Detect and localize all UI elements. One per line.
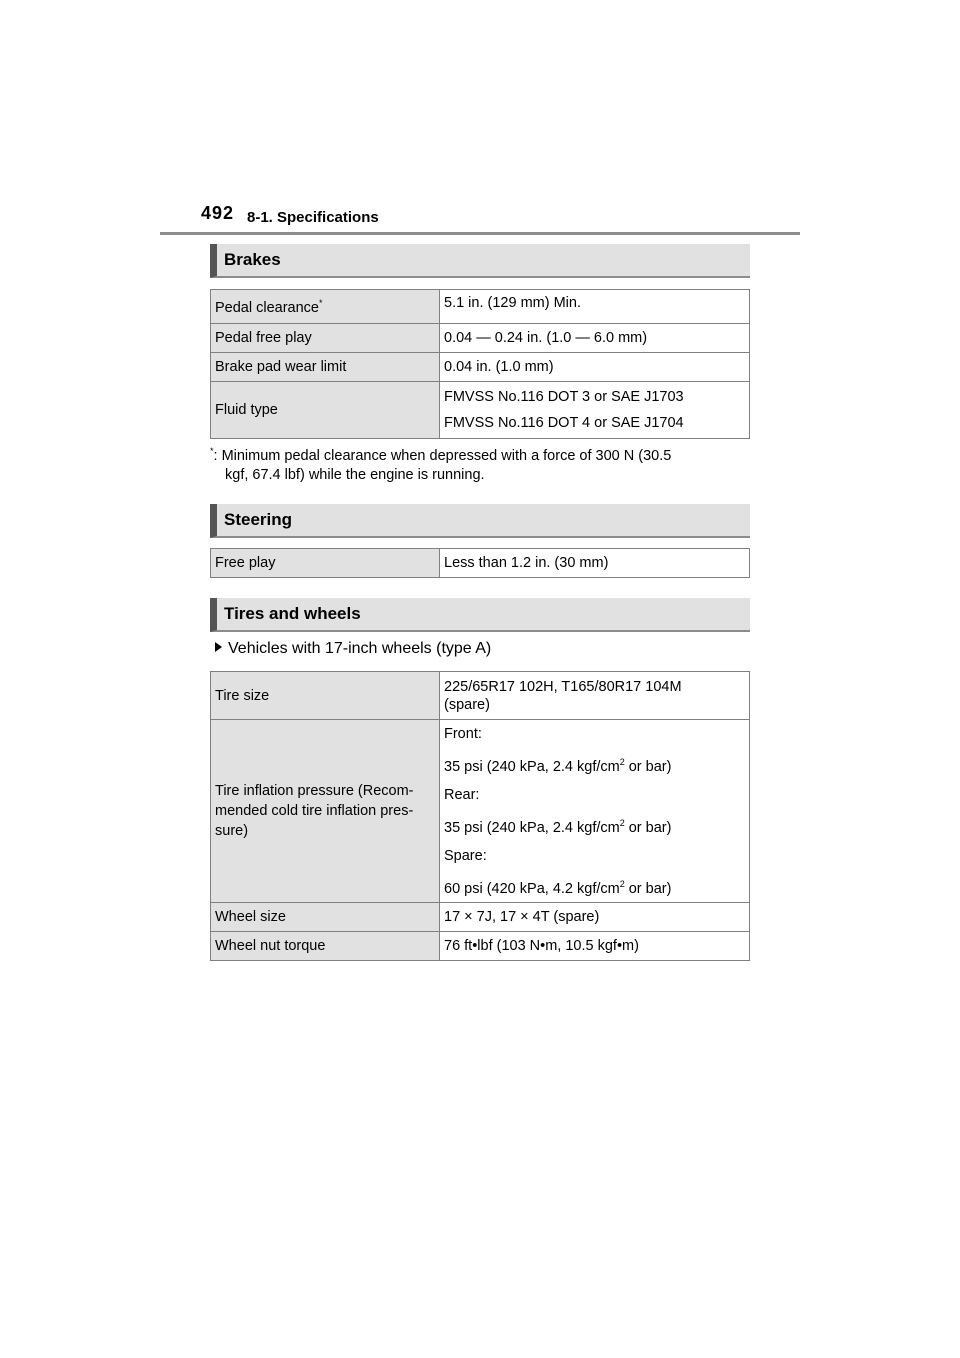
fluid-type-label: Fluid type: [211, 382, 440, 439]
table-row: [211, 672, 750, 720]
steering-section-heading: [210, 504, 750, 538]
page-number: 492: [201, 203, 235, 223]
tires-heading-text: Tires and wheels: [224, 604, 361, 623]
brake-pad-wear-limit-label: Brake pad wear limit: [211, 353, 440, 382]
variant-heading: Vehicles with 17-inch wheels (type A): [215, 640, 491, 658]
tire-inflation-pressure-label: Tire inflation pressure (Recom- mended cold tire inflation pres- sure): [211, 720, 440, 903]
brakes-footnote: *: Minimum pedal clearance when depressed with a force of 300 N (30.5 kgf, 67.4 lbf) while the engine is running.: [210, 446, 672, 483]
wheel-size-value: 17 × 7J, 17 × 4T (spare): [440, 903, 750, 932]
table-row: [211, 903, 750, 932]
triangle-bullet-icon: [215, 642, 222, 652]
steering-heading-text: Steering: [224, 510, 293, 529]
brakes-spec-table: [210, 289, 750, 439]
table-row: [211, 549, 750, 578]
wheel-nut-torque-label: Wheel nut torque: [211, 932, 440, 961]
brakes-section-heading: [210, 244, 750, 278]
brake-pad-wear-limit-value: 0.04 in. (1.0 mm): [440, 353, 750, 382]
steering-spec-table: [210, 548, 750, 578]
free-play-value: Less than 1.2 in. (30 mm): [440, 549, 750, 578]
section-title: 8-1. Specifications: [247, 209, 379, 226]
table-row: [211, 290, 750, 324]
pedal-clearance-value: 5.1 in. (129 mm) Min.: [440, 290, 750, 324]
fluid-type-value: FMVSS No.116 DOT 3 or SAE J1703 FMVSS No.116 DOT 4 or SAE J1704: [440, 382, 750, 439]
tire-size-label: Tire size: [211, 672, 440, 720]
header-divider: [160, 232, 800, 235]
tire-size-value: 225/65R17 102H, T165/80R17 104M (spare): [440, 672, 750, 720]
table-row: [211, 932, 750, 961]
tire-inflation-pressure-value: Front: 35 psi (240 kPa, 2.4 kgf/$cm^2$ or bar) Rear: 35 psi (240 kPa, 2.4 kgf/$cm^2$ or bar) Spare: 60 psi (420 kPa, 4.2 kgf/$cm^2$ or bar): [440, 720, 750, 903]
pedal-free-play-label: Pedal free play: [211, 324, 440, 353]
wheel-size-label: Wheel size: [211, 903, 440, 932]
table-row: [211, 353, 750, 382]
free-play-label: Free play: [211, 549, 440, 578]
pedal-free-play-value: 0.04 — 0.24 in. (1.0 — 6.0 mm): [440, 324, 750, 353]
table-row: [211, 720, 750, 903]
pedal-clearance-label: Pedal clearance*: [211, 290, 440, 324]
table-row: [211, 324, 750, 353]
wheel-nut-torque-value: 76 ft•lbf (103 N•m, 10.5 kgf•m): [440, 932, 750, 961]
brakes-heading-text: Brakes: [224, 250, 281, 269]
table-row: [211, 382, 750, 439]
tires-spec-table: [210, 671, 750, 961]
tires-section-heading: [210, 598, 750, 632]
